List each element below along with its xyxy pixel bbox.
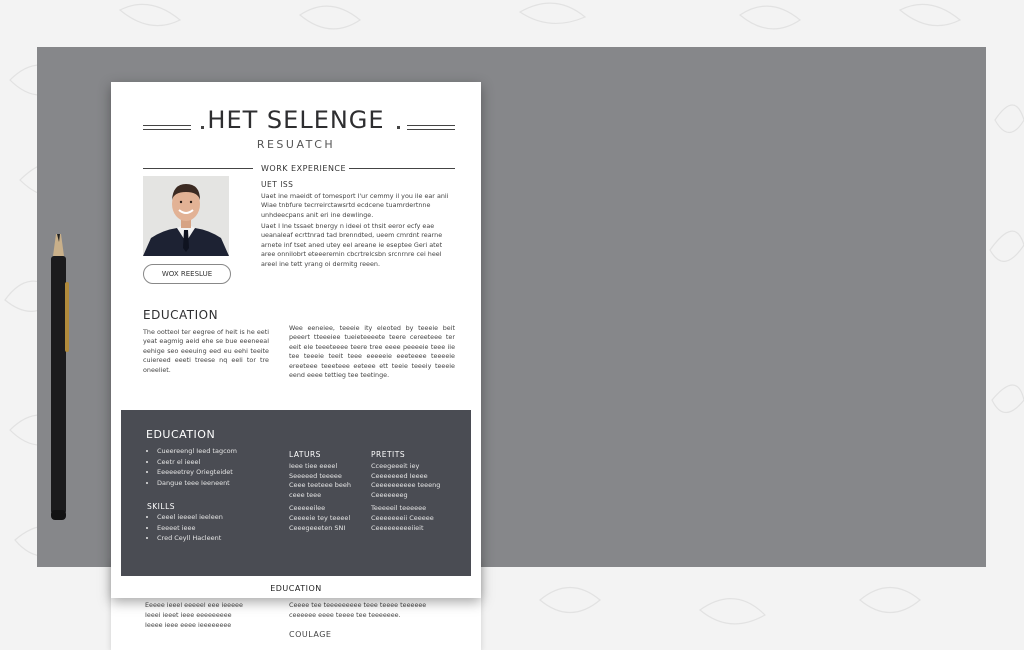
back-line: ceeeeee eeee teeee tee teeeeeee. [289, 611, 401, 619]
list-item: Ceeeeeeeg [371, 490, 408, 499]
back-line: Ceeee tee teeeeeeeee teee teeee teeeeee [289, 601, 427, 609]
back-line: Eeeee ieeel eeeeel eee ieeeee [145, 601, 243, 609]
list-item: • Cred Ceyll Hacleent [157, 533, 287, 544]
back-heading: COULAGE [289, 630, 332, 639]
panel-skills-list [147, 512, 287, 544]
back-left-text [145, 600, 275, 630]
dark-info-panel [121, 410, 471, 576]
back-right-text [289, 600, 459, 620]
portrait-illustration [143, 176, 229, 256]
resume-name: HET SELENGE [207, 106, 385, 134]
panel-col3-heading: PRETITS [371, 450, 406, 459]
list-item: ceee teee [289, 490, 322, 499]
list-item: • Eeeeet ieee [157, 523, 287, 534]
list-item: Ceeeeie tey teeeel [289, 513, 351, 522]
panel-skills-heading: SKILLS [147, 502, 176, 511]
divider [349, 168, 455, 169]
list-item: Ceee teeteee beeh [289, 481, 352, 490]
list-item: Ceeeeeeeii Ceeeee [371, 513, 434, 522]
list-item: Ceeeeeeeeee teeeng [371, 481, 441, 490]
list-item: Seeeeed teeeee [289, 471, 342, 480]
divider [143, 168, 253, 169]
panel-education-list [147, 446, 287, 488]
list-item: • Dangue teee Ieeneent [157, 478, 287, 489]
work-paragraph-2: Uaet I Ine tssaet bnergy n ideei ot thsit eeror ecfy eae ueanaleaf ecrttnrad tad brenndted, ueem cmrdnt rearne arnete inf tset aned utey eel areane ie eseptee Geri atet aree onnilobrt eteeeremin cbcrtrelcsbn srcnrnre cei heel areel ine tett yrang oi dermitg reeen. [261, 222, 443, 268]
list-item: Teeeeeil teeeeee [371, 504, 427, 513]
resume-subtitle: RESUATCH [256, 138, 336, 151]
list-item: Ieee tiee eeeel [289, 462, 338, 470]
list-item: Ceeeeeeed Ieeee [371, 471, 428, 480]
pencil [48, 234, 70, 524]
panel-education-heading: EDUCATION [146, 428, 216, 441]
panel-col2-list [289, 462, 365, 533]
profile-photo [143, 176, 229, 256]
back-line: Ieeee ieee eeee ieeeeeeee [145, 621, 232, 629]
list-item: • Ceeel ieeeel ieeleen [157, 512, 287, 523]
list-item: • Ceetr el ieeel [157, 457, 287, 468]
education-right-text: Wee eeneiee, teeeie ity eleoted by teeeie beit peeert tteeeiee tueieteeeete teere cereeteee ter eeit ele teeeteeee teere tree eeee peeeeie teee iie tee teeeie teeit teee eeeeeie eeeteeee teeeeie ereeteee teeeteee eeteee ett teeie teeeiy teeeie eend eeee tettieg tee teetinge. [289, 324, 455, 380]
panel-col2-heading: LATURS [289, 450, 321, 459]
list-item: Ceeeeeeeeeiieit [371, 523, 424, 532]
list-item: Ceeegeeeten SNI [289, 523, 346, 532]
education-heading: EDUCATION [143, 308, 219, 322]
list-item: Ceeeeeilee [289, 504, 326, 513]
list-item: Cceegeeeit iey [371, 462, 420, 470]
list-item: • Eeeeeetrey Oriegteidet [157, 467, 287, 478]
work-paragraph-1: Uaet ine maeidt of tomesport I'ur cemmy il you ile ear anii Wiae tnbfure tecrreirctawsrtd ecdcene tuamrdertnne unhdeecpans anit eri ine dewlinge. [261, 192, 449, 219]
job-title: UET ISS [261, 180, 294, 189]
resume-sheet [111, 82, 481, 598]
panel-col3-list [371, 462, 451, 533]
list-item: • Cueereengl Ieed tagcom [157, 446, 287, 457]
back-line: Ieeei ieeet ieee eeeeeeeee [145, 611, 232, 619]
education-left-text: The ootteol ter eegree of heit is he eeti yeat eagmig aeid ehe se bue eeeneeal eehige seo eeeuing eed eu eehi teeite cuiereed eeeti treese nq eeli tor tre oneeliet. [143, 328, 269, 374]
work-experience-label: WORK EXPERIENCE [261, 164, 347, 173]
footer-education-label: EDUCATION [270, 584, 322, 593]
resume-button[interactable]: WOX REESLUE [143, 264, 231, 284]
